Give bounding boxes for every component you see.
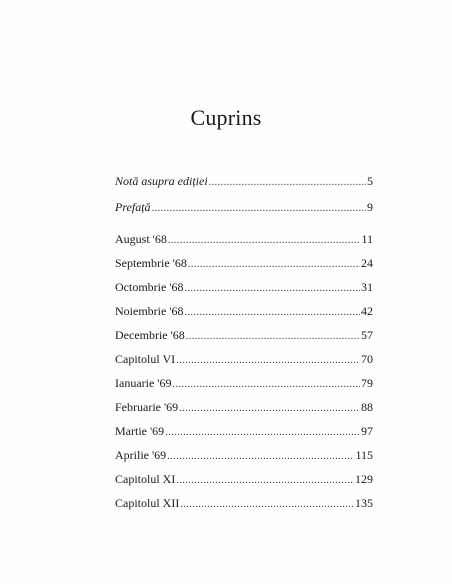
toc-entry-label: Capitolul VI	[115, 352, 176, 366]
page-title: Cuprins	[190, 105, 262, 130]
toc-entry	[115, 280, 373, 296]
toc-entry-page: 31	[361, 280, 373, 294]
dot-leader	[209, 176, 366, 190]
toc-entry-page: 42	[361, 304, 373, 318]
toc-entry-page: 57	[361, 328, 373, 342]
toc-entry-page: 79	[361, 376, 373, 390]
toc-entry-page: 24	[361, 256, 373, 270]
toc-entry-label: Prefață	[115, 200, 151, 214]
toc-entry-page: 70	[361, 352, 373, 366]
toc-entry-page: 9	[367, 200, 373, 214]
dot-leader	[176, 474, 354, 488]
dot-leader	[167, 450, 354, 464]
dot-leader	[168, 234, 361, 248]
toc-entry	[115, 232, 373, 248]
dot-leader	[176, 354, 360, 368]
toc-entry-page: 11	[361, 232, 373, 246]
toc-entry-label: Notă asupra ediției	[115, 174, 208, 188]
toc-entry-label: Noiembrie '68	[115, 304, 184, 318]
toc-entry-page: 88	[361, 400, 373, 414]
toc-entry	[115, 352, 373, 368]
toc-entry	[115, 200, 373, 216]
toc-entry	[115, 328, 373, 344]
toc-entry	[115, 304, 373, 320]
toc-entry	[115, 376, 373, 392]
dot-leader	[165, 426, 360, 440]
toc-entry	[115, 400, 373, 416]
dot-leader	[186, 330, 360, 344]
toc-entry-label: Ianuarie '69	[115, 376, 172, 390]
toc-entry-label: Capitolul XII	[115, 496, 180, 510]
toc-entry-label: Octombrie '68	[115, 280, 184, 294]
toc-entry	[115, 496, 373, 512]
toc-entry-page: 135	[355, 496, 373, 510]
toc-entry	[115, 472, 373, 488]
dot-leader	[172, 378, 360, 392]
toc-entry-label: Septembrie '68	[115, 256, 187, 270]
dot-leader	[180, 498, 354, 512]
toc-entry-label: August '68	[115, 232, 167, 246]
toc-entry-page: 5	[367, 174, 373, 188]
dot-leader	[152, 202, 366, 216]
dot-leader	[188, 258, 360, 272]
dot-leader	[184, 282, 360, 296]
toc-entry-label: Capitolul XI	[115, 472, 176, 486]
toc-entry-page: 97	[361, 424, 373, 438]
toc-entry	[115, 448, 373, 464]
toc-entry	[115, 256, 373, 272]
toc-entry-page: 115	[355, 448, 373, 462]
toc-entry-page: 129	[355, 472, 373, 486]
toc-entry-label: Aprilie '69	[115, 448, 167, 462]
toc-entry-label: Decembrie '68	[115, 328, 185, 342]
dot-leader	[179, 402, 360, 416]
toc-entry-label: Februarie '69	[115, 400, 179, 414]
toc-entry-label: Martie '69	[115, 424, 165, 438]
dot-leader	[184, 306, 360, 320]
toc-entry	[115, 174, 373, 190]
toc-entry	[115, 424, 373, 440]
